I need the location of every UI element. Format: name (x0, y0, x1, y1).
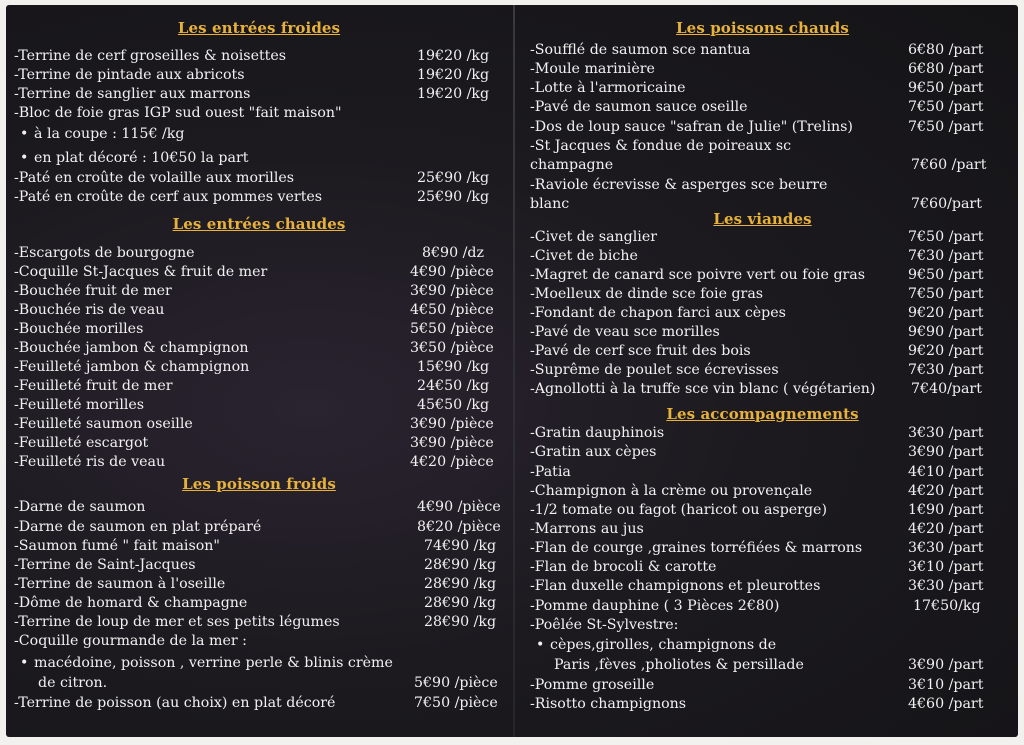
menu-item: -Bouchée fruit de mer 3€90 /pièce (14, 283, 494, 299)
menu-item: -Flan de courge ,graines torréfiées & marrons 3€30 /part (530, 540, 984, 556)
menu-item: -Flan de brocoli & carotte 3€10 /part (530, 559, 984, 575)
menu-sub-item-continued: de citron. 5€90 /pièce (38, 675, 498, 691)
menu-item: -Civet de sanglier 7€50 /part (530, 229, 984, 245)
menu-item: -Fondant de chapon farci aux cèpes 9€20 /part (530, 305, 984, 321)
menu-item: -Raviole écrevisse & asperges sce beurre (530, 177, 828, 193)
menu-item: -Gratin dauphinois 3€30 /part (530, 425, 984, 441)
menu-item: -Marrons au jus 4€20 /part (530, 521, 984, 537)
menu-item: -Feuilleté ris de veau 4€20 /pièce (14, 454, 494, 470)
menu-item: -Paté en croûte de cerf aux pommes vertes 25€90 /kg (14, 189, 490, 205)
menu-sub-item: • à la coupe : 115€ /kg (20, 126, 185, 142)
menu-item: -Feuilleté escargot 3€90 /pièce (14, 435, 494, 451)
menu-item: -Terrine de Saint-Jacques 28€90 /kg (14, 557, 497, 573)
section-title-entrees-froides: Les entrées froides (177, 19, 341, 37)
menu-item: -Feuilleté saumon oseille 3€90 /pièce (14, 416, 494, 432)
menu-item: -Terrine de pintade aux abricots 19€20 /kg (14, 67, 490, 83)
menu-sub-item: • en plat décoré : 10€50 la part (20, 150, 249, 166)
menu-item-continued: champagne 7€60 /part (530, 157, 987, 173)
menu-sub-item-continued: Paris ,fèves ,pholiotes & persillade 3€90 /part (554, 657, 984, 673)
menu-item: -Magret de canard sce poivre vert ou foie gras 9€50 /part (530, 267, 984, 283)
menu-item: -Soufflé de saumon sce nantua 6€80 /part (530, 42, 984, 58)
menu-item: -Gratin aux cèpes 3€90 /part (530, 444, 984, 460)
section-title-poissons-chauds: Les poissons chauds (676, 19, 849, 37)
menu-item: -Feuilleté jambon & champignon 15€90 /kg (14, 359, 490, 375)
menu-item: -Saumon fumé " fait maison" 74€90 /kg (14, 538, 497, 554)
section-title-poisson-froids: Les poisson froids (182, 475, 336, 493)
menu-item: -1/2 tomate ou fagot (haricot ou asperge) 1€90 /part (530, 502, 984, 518)
menu-item-continued: blanc 7€60/part (530, 196, 982, 212)
menu-item: -Bouchée morilles 5€50 /pièce (14, 321, 494, 337)
menu-item: -Darne de saumon 4€90 /pièce (14, 499, 501, 515)
page-fold (513, 5, 515, 737)
menu-item: -Moule marinière 6€80 /part (530, 61, 984, 77)
bullet-icon: • (536, 637, 545, 653)
menu-item: -Champignon à la crème ou provençale 4€20 /part (530, 483, 984, 499)
menu-item: -Risotto champignons 4€60 /part (530, 696, 984, 712)
menu-item: -Dos de loup sauce "safran de Julie" (Trelins) 7€50 /part (530, 119, 984, 135)
menu-item: -Pavé de saumon sauce oseille 7€50 /part (530, 99, 984, 115)
menu-item: -Poêlée St-Sylvestre: (530, 617, 679, 633)
menu-item: -Terrine de sanglier aux marrons 19€20 /kg (14, 86, 490, 102)
menu-item: -Feuilleté fruit de mer 24€50 /kg (14, 378, 490, 394)
menu-item: -Suprême de poulet sce écrevisses 7€30 /part (530, 362, 984, 378)
menu-sub-item: • cèpes,girolles, champignons de (536, 637, 777, 653)
menu-item: -Escargots de bourgogne 8€90 /dz (14, 245, 484, 261)
menu-item: -Paté en croûte de volaille aux morilles 25€90 /kg (14, 170, 490, 186)
menu-item: -Lotte à l'armoricaine 9€50 /part (530, 80, 984, 96)
bullet-icon: • (20, 655, 29, 671)
menu-item: -Terrine de cerf groseilles & noisettes 19€20 /kg (14, 48, 490, 64)
bullet-icon: • (20, 126, 29, 142)
menu-item: -Pomme dauphine ( 3 Pièces 2€80) 17€50/kg (530, 598, 981, 614)
menu-item: -Bouchée ris de veau 4€50 /pièce (14, 302, 494, 318)
menu-item: -Civet de biche 7€30 /part (530, 248, 984, 264)
menu-item: -Feuilleté morilles 45€50 /kg (14, 397, 490, 413)
section-title-viandes: Les viandes (713, 210, 812, 228)
menu-item: -Dôme de homard & champagne 28€90 /kg (14, 595, 497, 611)
menu-sub-item: • macédoine, poisson , verrine perle & blinis crème (20, 655, 393, 671)
menu-item: -Coquille gourmande de la mer : (14, 633, 247, 649)
menu-item: -Bloc de foie gras IGP sud ouest "fait maison" (14, 105, 342, 121)
menu-item: -St Jacques & fondue de poireaux sc (530, 138, 792, 154)
menu-item: -Patia 4€10 /part (530, 464, 984, 480)
section-title-entrees-chaudes: Les entrées chaudes (172, 215, 346, 233)
menu-item: -Terrine de saumon à l'oseille 28€90 /kg (14, 576, 497, 592)
menu-item: -Pavé de veau sce morilles 9€90 /part (530, 324, 984, 340)
menu-item: -Pavé de cerf sce fruit des bois 9€20 /part (530, 343, 984, 359)
section-title-accompagnements: Les accompagnements (666, 405, 859, 423)
menu-item: -Coquille St-Jacques & fruit de mer 4€90 /pièce (14, 264, 494, 280)
bullet-icon: • (20, 150, 29, 166)
menu-item: -Terrine de poisson (au choix) en plat décoré 7€50 /pièce (14, 695, 498, 711)
menu-item: -Moelleux de dinde sce foie gras 7€50 /part (530, 286, 984, 302)
menu-item: -Pomme groseille 3€10 /part (530, 677, 984, 693)
menu-item: -Flan duxelle champignons et pleurottes 3€30 /part (530, 578, 984, 594)
menu-item: -Bouchée jambon & champignon 3€50 /pièce (14, 340, 494, 356)
menu-item: -Agnollotti à la truffe sce vin blanc ( végétarien) 7€40/part (530, 381, 982, 397)
menu-item: -Darne de saumon en plat préparé 8€20 /pièce (14, 519, 501, 535)
menu-item: -Terrine de loup de mer et ses petits légumes 28€90 /kg (14, 614, 497, 630)
